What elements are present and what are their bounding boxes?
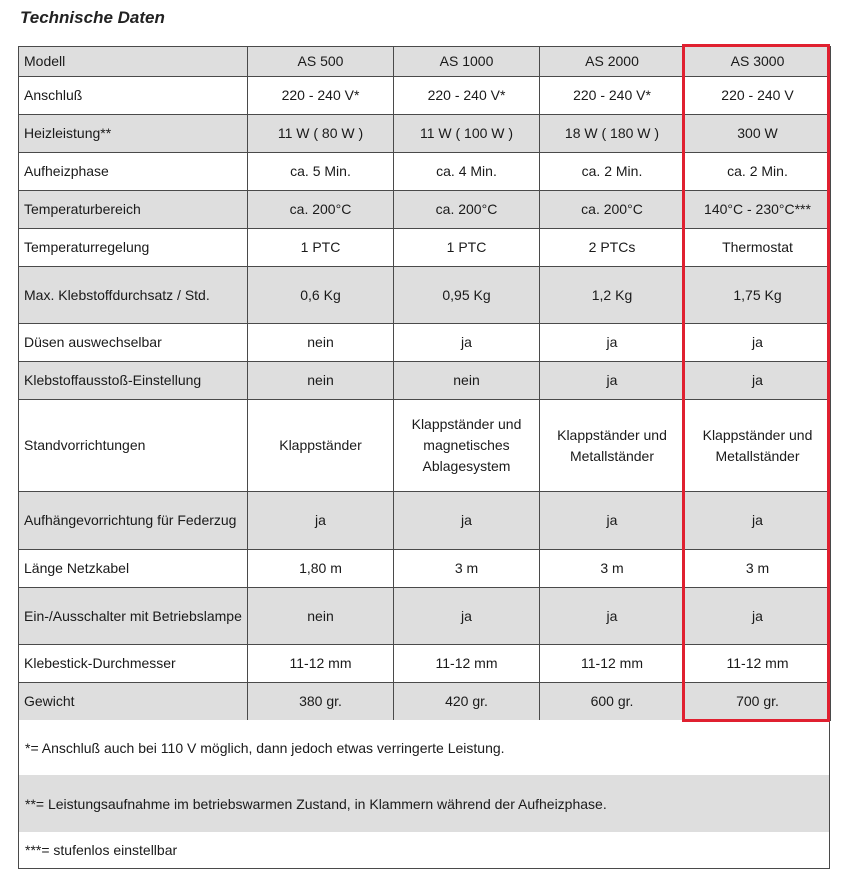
- table-row: [19, 77, 831, 115]
- row-label: Temperaturbereich: [19, 191, 248, 229]
- table-cell: 700 gr.: [685, 683, 831, 721]
- table-row: [19, 115, 831, 153]
- table-cell: ca. 200°C: [540, 191, 685, 229]
- table-cell: Klappständer und Metallständer: [540, 400, 685, 492]
- table-cell: Klappständer und Metallständer: [685, 400, 831, 492]
- spec-table-wrapper: [18, 46, 830, 721]
- table-cell: ca. 200°C: [248, 191, 394, 229]
- table-cell: ja: [540, 588, 685, 645]
- table-row: [19, 229, 831, 267]
- row-label: Klebstoffausstoß-Einstellung: [19, 362, 248, 400]
- table-cell: 3 m: [685, 550, 831, 588]
- header-cell: AS 1000: [394, 47, 540, 77]
- table-cell: 220 - 240 V*: [248, 77, 394, 115]
- table-cell: nein: [248, 588, 394, 645]
- row-label: Standvorrichtungen: [19, 400, 248, 492]
- table-cell: ca. 4 Min.: [394, 153, 540, 191]
- table-cell: ja: [685, 362, 831, 400]
- row-label: Aufheizphase: [19, 153, 248, 191]
- table-row: [19, 550, 831, 588]
- table-cell: 140°C - 230°C***: [685, 191, 831, 229]
- table-cell: Klappständer: [248, 400, 394, 492]
- table-cell: ja: [540, 492, 685, 550]
- table-cell: nein: [394, 362, 540, 400]
- table-cell: ja: [685, 324, 831, 362]
- table-row: [19, 191, 831, 229]
- table-cell: ja: [248, 492, 394, 550]
- table-row: [19, 153, 831, 191]
- table-cell: 220 - 240 V*: [540, 77, 685, 115]
- table-cell: 3 m: [540, 550, 685, 588]
- table-cell: 11 W ( 100 W ): [394, 115, 540, 153]
- spec-table: [18, 46, 831, 721]
- table-row: [19, 588, 831, 645]
- table-cell: nein: [248, 324, 394, 362]
- table-cell: ja: [394, 324, 540, 362]
- table-cell: 220 - 240 V: [685, 77, 831, 115]
- table-cell: 380 gr.: [248, 683, 394, 721]
- table-cell: ca. 2 Min.: [685, 153, 831, 191]
- table-cell: 600 gr.: [540, 683, 685, 721]
- row-label: Klebestick-Durchmesser: [19, 645, 248, 683]
- table-cell: 3 m: [394, 550, 540, 588]
- header-cell: Modell: [19, 47, 248, 77]
- table-cell: 1 PTC: [394, 229, 540, 267]
- table-cell: 2 PTCs: [540, 229, 685, 267]
- row-label: Aufhängevorrichtung für Federzug: [19, 492, 248, 550]
- table-cell: ja: [394, 588, 540, 645]
- table-cell: 1,80 m: [248, 550, 394, 588]
- table-cell: 11-12 mm: [248, 645, 394, 683]
- footnote-temperature: ***= stufenlos einstellbar: [19, 832, 829, 868]
- table-cell: 420 gr.: [394, 683, 540, 721]
- row-label: Ein-/Ausschalter mit Betriebslampe: [19, 588, 248, 645]
- header-cell: AS 500: [248, 47, 394, 77]
- footnote-voltage: *= Anschluß auch bei 110 V möglich, dann jedoch etwas verringerte Leistung.: [19, 720, 829, 775]
- row-label: Länge Netzkabel: [19, 550, 248, 588]
- row-label: Gewicht: [19, 683, 248, 721]
- row-label: Düsen auswechselbar: [19, 324, 248, 362]
- table-row: [19, 492, 831, 550]
- table-cell: 220 - 240 V*: [394, 77, 540, 115]
- table-cell: ja: [540, 362, 685, 400]
- table-cell: ja: [540, 324, 685, 362]
- table-row: [19, 400, 831, 492]
- table-cell: ca. 2 Min.: [540, 153, 685, 191]
- table-cell: ca. 5 Min.: [248, 153, 394, 191]
- table-cell: 1 PTC: [248, 229, 394, 267]
- table-cell: 11-12 mm: [394, 645, 540, 683]
- page-title: Technische Daten: [20, 8, 165, 27]
- table-row: [19, 267, 831, 324]
- table-cell: ja: [685, 492, 831, 550]
- table-cell: 0,95 Kg: [394, 267, 540, 324]
- table-cell: 11 W ( 80 W ): [248, 115, 394, 153]
- table-cell: ca. 200°C: [394, 191, 540, 229]
- table-cell: 1,2 Kg: [540, 267, 685, 324]
- row-label: Max. Klebstoffdurchsatz / Std.: [19, 267, 248, 324]
- row-label: Anschluß: [19, 77, 248, 115]
- row-label: Heizleistung**: [19, 115, 248, 153]
- table-cell: ja: [685, 588, 831, 645]
- table-row: [19, 683, 831, 721]
- table-cell: Thermostat: [685, 229, 831, 267]
- table-cell: Klappständer und magnetisches Ablagesystem: [394, 400, 540, 492]
- table-cell: ja: [394, 492, 540, 550]
- footnote-power: **= Leistungsaufnahme im betriebswarmen Zustand, in Klammern während der Aufheizphase.: [19, 775, 829, 832]
- table-row: [19, 362, 831, 400]
- table-cell: 1,75 Kg: [685, 267, 831, 324]
- table-cell: 11-12 mm: [685, 645, 831, 683]
- footnotes: [18, 720, 830, 869]
- table-cell: 0,6 Kg: [248, 267, 394, 324]
- table-row: [19, 324, 831, 362]
- row-label: Temperaturregelung: [19, 229, 248, 267]
- table-row: [19, 645, 831, 683]
- table-cell: 300 W: [685, 115, 831, 153]
- table-cell: nein: [248, 362, 394, 400]
- header-cell: AS 3000: [685, 47, 831, 77]
- table-cell: 11-12 mm: [540, 645, 685, 683]
- header-cell: AS 2000: [540, 47, 685, 77]
- table-cell: 18 W ( 180 W ): [540, 115, 685, 153]
- table-header-row: [19, 47, 831, 77]
